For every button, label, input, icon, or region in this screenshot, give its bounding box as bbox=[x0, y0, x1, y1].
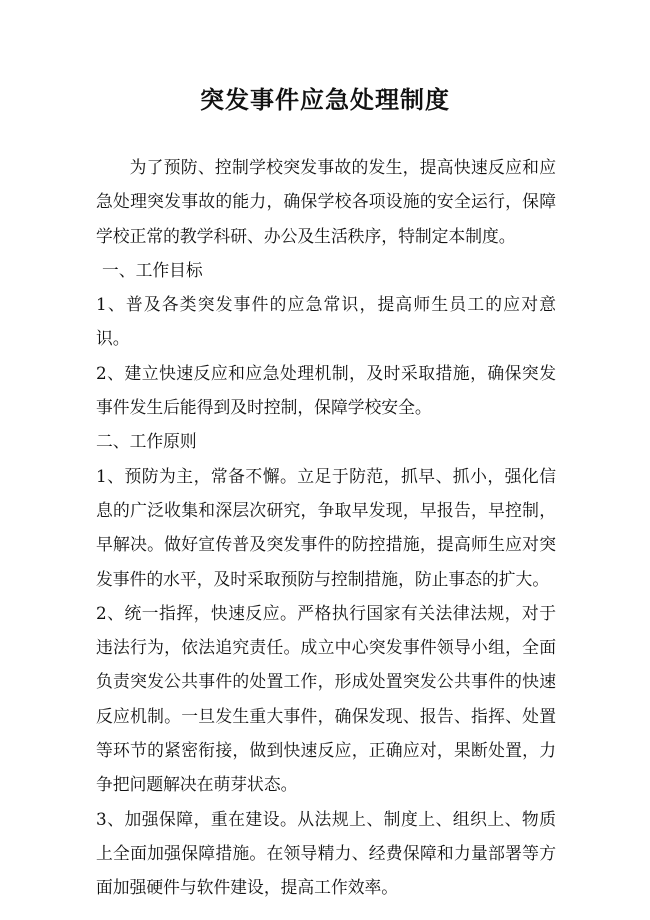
principle-item-1: 1、预防为主，常备不懈。立足于防范，抓早、抓小，强化信息的广泛收集和深层次研究，争取早发现，早报告，早控制，早解决。做好宣传普及突发事件的防控措施，提高师生应对突发事件的水平，及时采取预防与控制措施，防止事态的扩大。 bbox=[96, 465, 556, 589]
document-title: 突发事件应急处理制度 bbox=[200, 86, 450, 114]
intro-paragraph: 为了预防、控制学校突发事故的发生，提高快速反应和应急处理突发事故的能力，确保学校各项设施的安全运行，保障学校正常的教学科研、办公及生活秩序，特制定本制度。 bbox=[96, 157, 556, 246]
document-body bbox=[96, 150, 556, 905]
section-heading-principles: 二、工作原则 bbox=[96, 431, 197, 452]
principle-item-2: 2、统一指挥，快速反应。严格执行国家有关法律法规，对于违法行为，依法追究责任。成立中心突发事件领导小组，全面负责突发公共事件的处置工作，形成处置突发公共事件的快速反应机制。一旦发生重大事件，确保发现、报告、指挥、处置等环节的紧密衔接，做到快速反应，正确应对，果断处置，力争把问题解决在萌芽状态。 bbox=[96, 602, 556, 795]
goal-item-1: 1、普及各类突发事件的应急常识，提高师生员工的应对意识。 bbox=[96, 294, 556, 349]
principle-item-3: 3、加强保障，重在建设。从法规上、制度上、组织上、物质上全面加强保障措施。在领导精力、经费保障和力量部署等方面加强硬件与软件建设，提高工作效率。 bbox=[96, 808, 556, 898]
section-heading-goals: 一、工作目标 bbox=[102, 259, 203, 280]
goal-item-2: 2、建立快速反应和应急处理机制，及时采取措施，确保突发事件发生后能得到及时控制，保障学校安全。 bbox=[96, 362, 556, 418]
